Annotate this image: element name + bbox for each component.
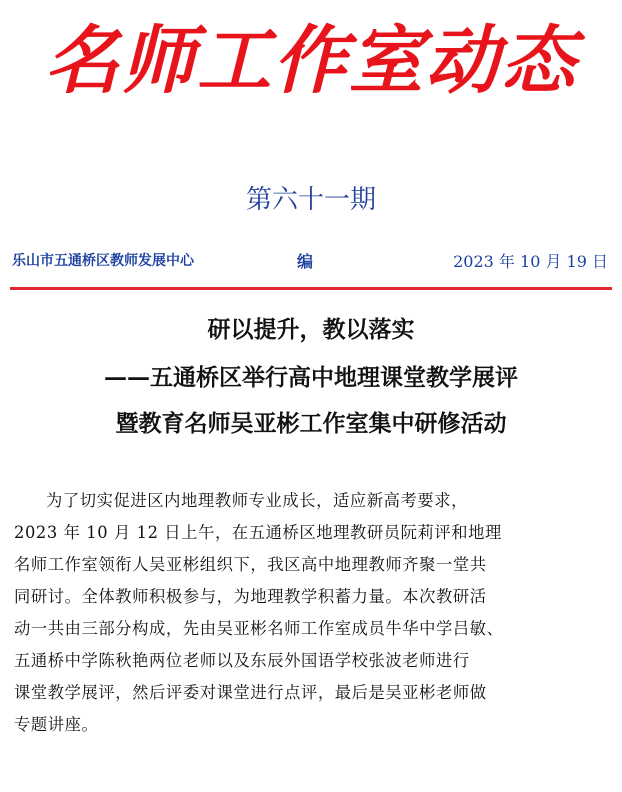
body-line: 同研讨。全体教师积极参与，为地理教学积蓄力量。本次教研活 xyxy=(14,587,487,606)
editor-label: 编 xyxy=(297,252,314,271)
header-divider xyxy=(10,287,612,290)
article-body xyxy=(14,485,608,741)
issue-number: 第六十一期 xyxy=(245,185,376,215)
masthead-title: 名师工作室动态 xyxy=(45,18,577,104)
article-subtitle-line2: 暨教育名师吴亚彬工作室集中研修活动 xyxy=(115,410,507,437)
body-line: 2023 年 10 月 12 日上午，在五通桥区地理教研员阮莉评和地理 xyxy=(14,523,502,542)
body-line: 为了切实促进区内地理教师专业成长，适应新高考要求， xyxy=(46,491,469,510)
body-line: 专题讲座。 xyxy=(14,715,99,734)
body-line: 动一共由三部分构成，先由吴亚彬名师工作室成员牛华中学吕敏、 xyxy=(14,619,504,638)
article-title: 研以提升，教以落实 xyxy=(207,316,415,343)
body-line: 名师工作室领衔人吴亚彬组织下，我区高中地理教师齐聚一堂共 xyxy=(14,555,487,574)
body-line: 五通桥中学陈秋艳两位老师以及东辰外国语学校张波老师进行 xyxy=(14,651,470,670)
publication-date: 2023 年 10 月 19 日 xyxy=(453,252,608,271)
publisher-organization: 乐山市五通桥区教师发展中心 xyxy=(12,253,194,269)
article-subtitle-line1: ——五通桥区举行高中地理课堂教学展评 xyxy=(104,364,518,391)
body-line: 课堂教学展评，然后评委对课堂进行点评，最后是吴亚彬老师做 xyxy=(14,683,487,702)
